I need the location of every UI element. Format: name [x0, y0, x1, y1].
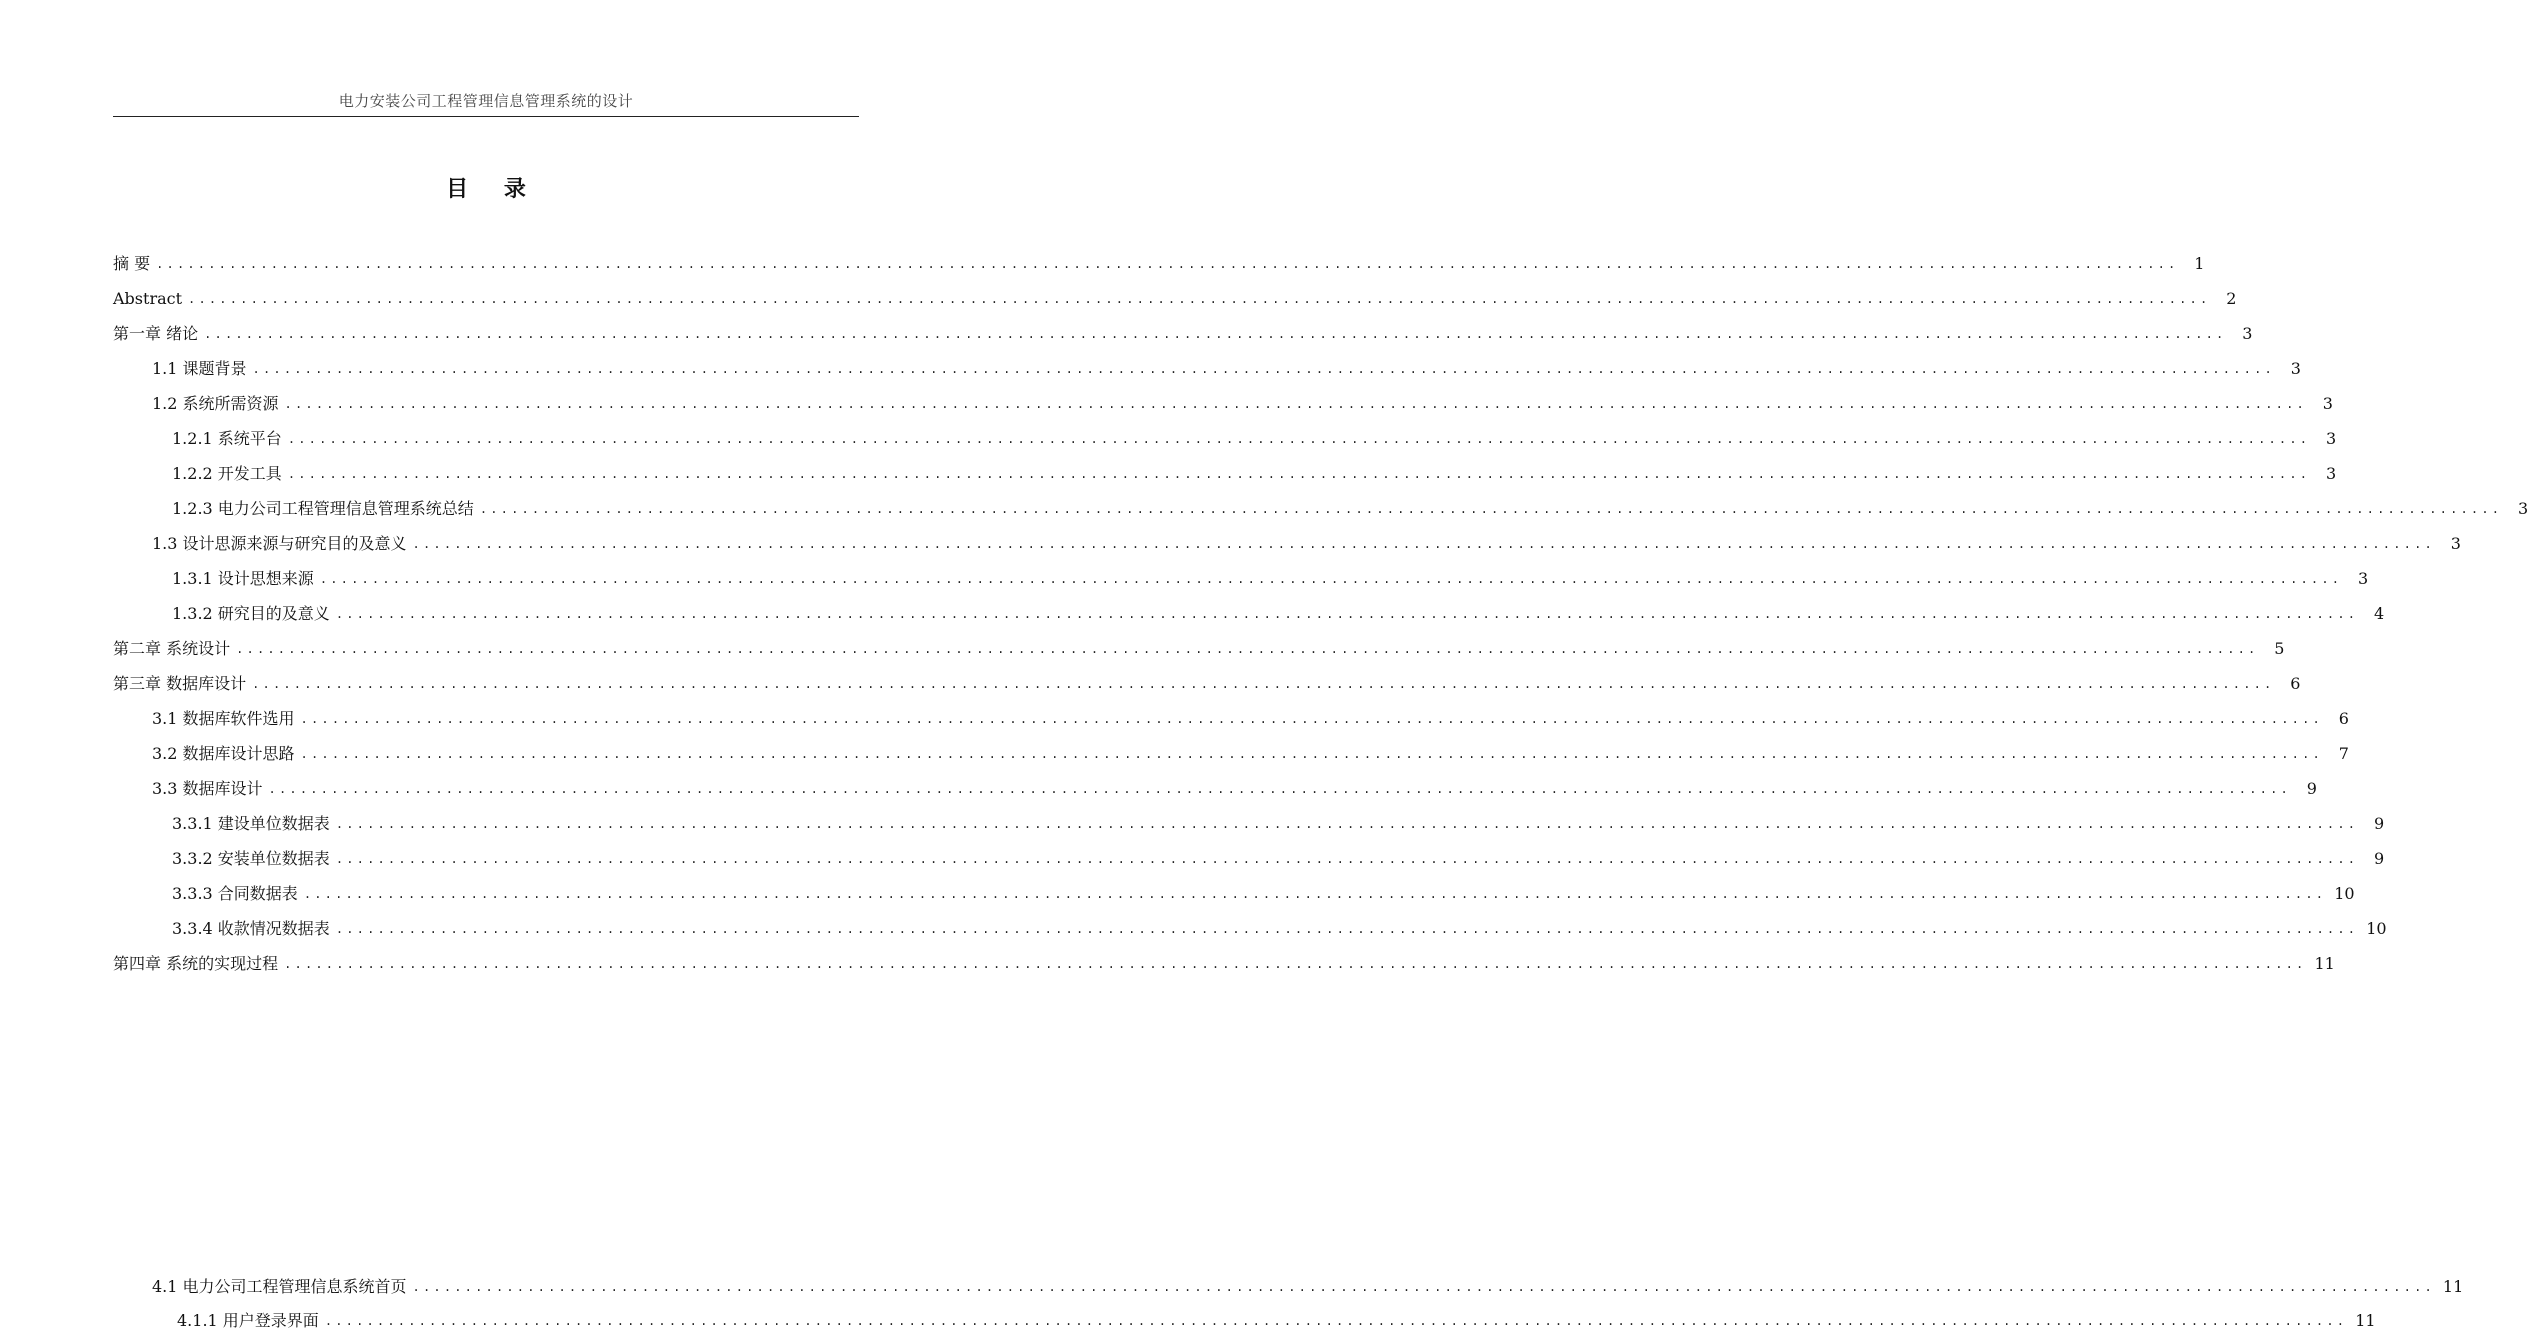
toc-entry-label: 1.3.2 研究目的及意义 — [172, 603, 330, 623]
toc-entry-label: 3.2 数据库设计思路 — [152, 743, 295, 763]
toc-entry-3-1[interactable] — [152, 701, 2349, 736]
toc-entry-label: 摘 要 — [113, 253, 151, 273]
toc-entry-1-3[interactable] — [152, 526, 2461, 561]
toc-entry-page: 3 — [2450, 533, 2461, 553]
toc-title: 目 录 — [446, 177, 540, 202]
dot-leader: .................................................................................................................................................................................................. — [268, 781, 2291, 796]
dot-leader: .................................................................................................................................................................................................. — [319, 571, 2343, 586]
toc-entry-page: 3 — [2290, 358, 2301, 378]
dot-leader: .................................................................................................................................................................................................. — [284, 396, 2307, 411]
toc-entry-page: 11 — [2442, 1276, 2464, 1296]
dot-leader: .................................................................................................................................................................................................. — [252, 676, 2275, 691]
running-header: 电力安装公司工程管理信息管理系统的设计 — [338, 92, 634, 110]
toc-entry-label: 4.1 电力公司工程管理信息系统首页 — [152, 1276, 407, 1296]
dot-leader: .................................................................................................................................................................................................. — [335, 816, 2359, 831]
toc-entry-label: 第一章 绪论 — [113, 323, 199, 343]
toc-entry-page: 3 — [2242, 323, 2253, 343]
toc-entry-label: 第三章 数据库设计 — [113, 673, 247, 693]
toc-entry-chapter-1[interactable] — [113, 316, 2253, 351]
toc-entry-label: 1.2.2 开发工具 — [172, 463, 282, 483]
toc-entry-1-3-1[interactable] — [172, 561, 2369, 596]
dot-leader: .................................................................................................................................................................................................. — [335, 606, 2359, 621]
toc-entry-page: 6 — [2290, 673, 2301, 693]
dot-leader: .................................................................................................................................................................................................. — [188, 291, 2211, 306]
dot-leader: .................................................................................................................................................................................................. — [335, 851, 2359, 866]
dot-leader: .................................................................................................................................................................................................. — [479, 501, 2503, 516]
dot-leader: .................................................................................................................................................................................................. — [412, 536, 2435, 551]
toc-entry-page: 6 — [2338, 708, 2349, 728]
toc-entry-label: 1.2 系统所需资源 — [152, 393, 279, 413]
toc-entry-label: 1.3.1 设计思想来源 — [172, 568, 314, 588]
toc-entry-chapter-4[interactable] — [113, 946, 2335, 981]
toc-entry-label: 3.3 数据库设计 — [152, 778, 263, 798]
toc-entry-1-3-2[interactable] — [172, 596, 2385, 631]
toc-entry-label: Abstract — [113, 288, 183, 308]
toc-entry-4-1[interactable] — [152, 1269, 2464, 1304]
toc-entry-chapter-2[interactable] — [113, 631, 2285, 666]
toc-entry-3-3-4[interactable] — [172, 911, 2387, 946]
toc-entry-1-2-2[interactable] — [172, 456, 2337, 491]
dot-leader: .................................................................................................................................................................................................. — [412, 1279, 2435, 1294]
dot-leader: .................................................................................................................................................................................................. — [335, 921, 2359, 936]
toc-entry-page: 4 — [2374, 603, 2385, 623]
toc-entry-page: 11 — [2314, 953, 2335, 973]
toc-entry-abstract-cn[interactable] — [113, 246, 2205, 281]
toc-entry-chapter-3[interactable] — [113, 666, 2301, 701]
toc-entry-page: 9 — [2306, 778, 2317, 798]
toc-entry-3-3-2[interactable] — [172, 841, 2385, 876]
toc-entry-3-3-1[interactable] — [172, 806, 2385, 841]
dot-leader: .................................................................................................................................................................................................. — [236, 641, 2259, 656]
toc-entry-page: 3 — [2322, 393, 2333, 413]
toc-entry-page: 2 — [2226, 288, 2237, 308]
toc-entry-page: 3 — [2326, 463, 2337, 483]
toc-entry-label: 1.1 课题背景 — [152, 358, 247, 378]
toc-entry-page: 3 — [2358, 568, 2369, 588]
toc-entry-label: 1.3 设计思源来源与研究目的及意义 — [152, 533, 407, 553]
dot-leader: .................................................................................................................................................................................................. — [252, 361, 2275, 376]
dot-leader: .................................................................................................................................................................................................. — [287, 431, 2311, 446]
dot-leader: .................................................................................................................................................................................................. — [300, 711, 2323, 726]
dot-leader: .................................................................................................................................................................................................. — [204, 326, 2227, 341]
toc-entry-page: 1 — [2194, 253, 2205, 273]
toc-entry-3-3-3[interactable] — [172, 876, 2355, 911]
toc-entry-1-1[interactable] — [152, 351, 2301, 386]
dot-leader: .................................................................................................................................................................................................. — [284, 956, 2307, 971]
toc-entry-page: 10 — [2334, 883, 2355, 903]
toc-entry-1-2[interactable] — [152, 386, 2333, 421]
toc-entry-1-2-3[interactable] — [172, 491, 2528, 526]
toc-entry-3-2[interactable] — [152, 736, 2349, 771]
toc-entry-label: 3.3.2 安装单位数据表 — [172, 848, 330, 868]
toc-entry-label: 3.3.3 合同数据表 — [172, 883, 298, 903]
toc-entry-page: 9 — [2374, 813, 2385, 833]
toc-entry-abstract-en[interactable] — [113, 281, 2237, 316]
toc-entry-page: 3 — [2326, 428, 2337, 448]
toc-entry-page: 5 — [2274, 638, 2285, 658]
toc-entry-page: 9 — [2374, 848, 2385, 868]
toc-entry-1-2-1[interactable] — [172, 421, 2337, 456]
toc-entry-label: 3.1 数据库软件选用 — [152, 708, 295, 728]
toc-entry-page: 3 — [2518, 498, 2528, 518]
header-rule — [113, 116, 859, 117]
dot-leader: .................................................................................................................................................................................................. — [156, 256, 2179, 271]
dot-leader: .................................................................................................................................................................................................. — [303, 886, 2327, 901]
toc-entry-label: 1.2.3 电力公司工程管理信息管理系统总结 — [172, 498, 474, 518]
toc-entry-label: 3.3.4 收款情况数据表 — [172, 918, 330, 938]
toc-entry-page: 7 — [2338, 743, 2349, 763]
toc-entry-label: 第四章 系统的实现过程 — [113, 953, 279, 973]
dot-leader: .................................................................................................................................................................................................. — [324, 1313, 2348, 1328]
dot-leader: .................................................................................................................................................................................................. — [300, 746, 2323, 761]
toc-entry-label: 1.2.1 系统平台 — [172, 428, 282, 448]
toc-entry-3-3[interactable] — [152, 771, 2317, 806]
dot-leader: .................................................................................................................................................................................................. — [287, 466, 2311, 481]
toc-entry-page: 11 — [2355, 1310, 2376, 1330]
toc-entry-page: 10 — [2366, 918, 2387, 938]
toc-entry-label: 4.1.1 用户登录界面 — [177, 1310, 319, 1330]
toc-entry-4-1-1[interactable] — [177, 1303, 2376, 1338]
toc-entry-label: 第二章 系统设计 — [113, 638, 231, 658]
toc-entry-label: 3.3.1 建设单位数据表 — [172, 813, 330, 833]
